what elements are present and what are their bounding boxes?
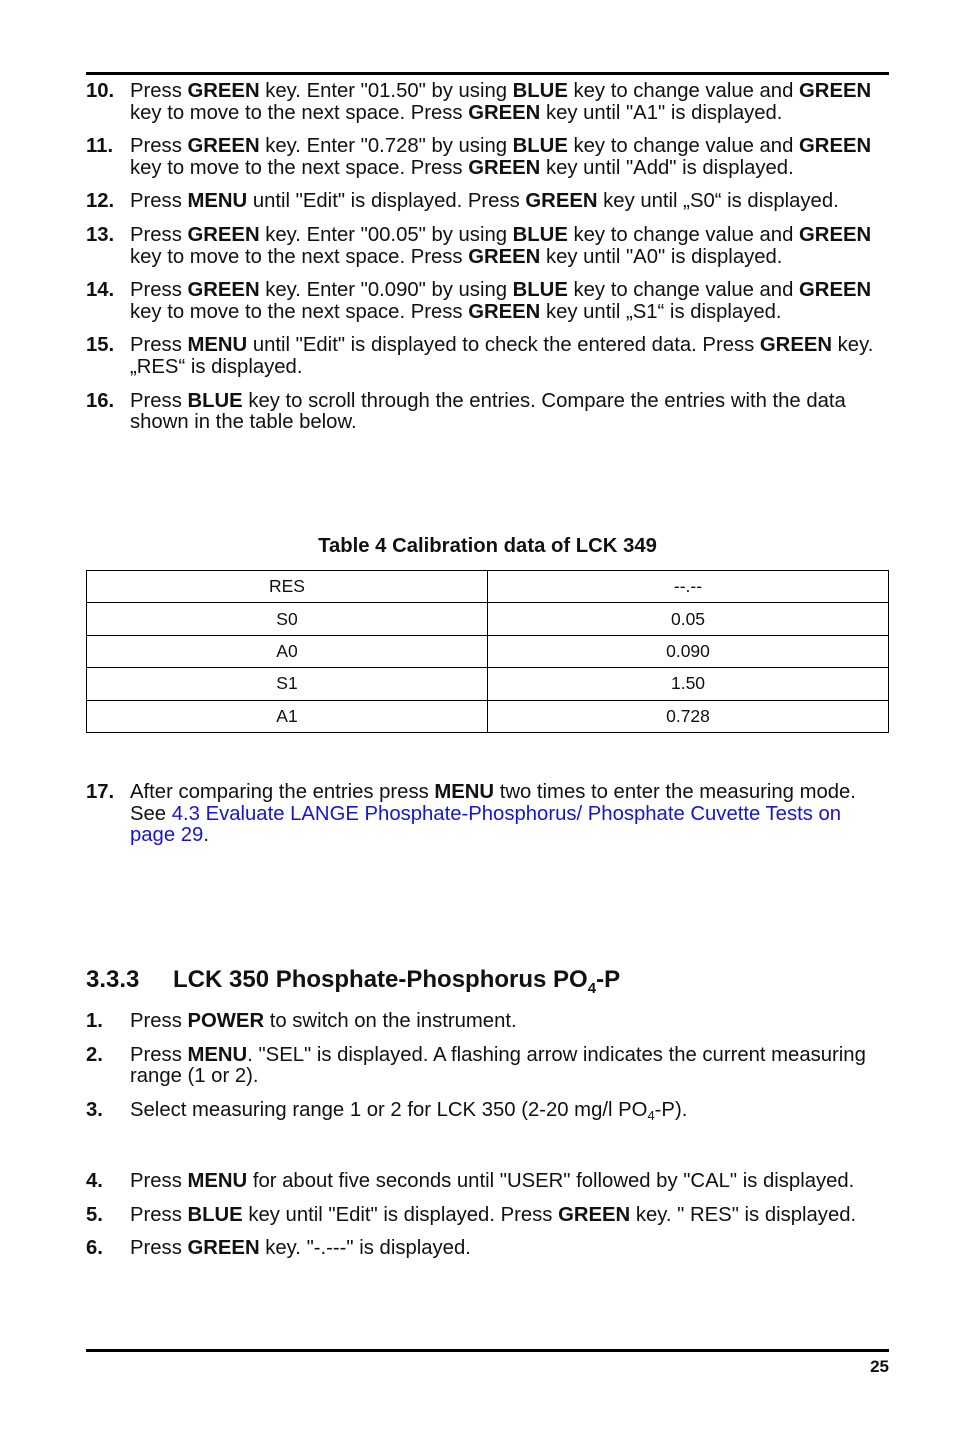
key-name: GREEN bbox=[468, 156, 541, 179]
table-cell: 0.090 bbox=[488, 635, 889, 667]
step-number: 1. bbox=[86, 1010, 103, 1032]
step-text: Press BLUE key until "Edit" is displayed. Press GREEN key. " RES" is displayed. bbox=[130, 1203, 857, 1226]
key-name: BLUE bbox=[512, 80, 568, 102]
step-number: 5. bbox=[86, 1203, 103, 1226]
step-number: 2. bbox=[86, 1043, 103, 1066]
key-name: BLUE bbox=[187, 1203, 243, 1226]
step-text: After comparing the entries press MENU two times to enter the measuring mode. See 4.3 Evaluate LANGE Phosphate-Phosphorus/ Phosphate Cuvette Tests on page 29. bbox=[130, 781, 856, 847]
page-number: 25 bbox=[870, 1357, 889, 1376]
step-text: Press MENU until "Edit" is displayed to check the entered data. Press GREEN key. „RES“ is displayed. bbox=[130, 334, 874, 378]
step-number: 12. bbox=[86, 190, 115, 213]
key-name: GREEN bbox=[799, 279, 872, 302]
step-text: Press GREEN key. Enter "00.05" by using BLUE key to change value and GREEN key to move to the next space. Press GREEN key until "A0" is displayed. bbox=[130, 223, 872, 268]
table-row bbox=[87, 635, 889, 667]
key-name: GREEN bbox=[799, 80, 872, 102]
bottom-rule bbox=[86, 1349, 889, 1352]
calibration-table bbox=[86, 570, 889, 733]
table-cell: S1 bbox=[87, 668, 488, 700]
step-text: Press POWER to switch on the instrument. bbox=[130, 1010, 517, 1032]
list-item bbox=[86, 191, 890, 213]
section-heading bbox=[86, 965, 620, 995]
step-text: Press GREEN key. Enter "0.728" by using BLUE key to change value and GREEN key to move to the next space. Press GREEN key until "Add" is displayed. bbox=[130, 135, 872, 179]
list-item bbox=[86, 81, 890, 124]
list-item bbox=[86, 225, 890, 268]
table-row bbox=[87, 571, 889, 603]
key-name: GREEN bbox=[799, 223, 872, 246]
table-cell: 0.05 bbox=[488, 603, 889, 635]
key-name: MENU bbox=[434, 781, 495, 803]
key-name: BLUE bbox=[512, 135, 568, 158]
step-number: 6. bbox=[86, 1237, 103, 1260]
step-text: Press MENU until "Edit" is displayed. Press GREEN key until „S0“ is displayed. bbox=[130, 190, 839, 213]
key-name: GREEN bbox=[558, 1203, 631, 1226]
list-item bbox=[86, 1238, 890, 1260]
table-cell: A0 bbox=[87, 635, 488, 667]
key-name: BLUE bbox=[187, 389, 243, 412]
list-item bbox=[86, 280, 890, 323]
table-row bbox=[87, 700, 889, 732]
key-name: MENU bbox=[187, 1043, 248, 1066]
key-name: MENU bbox=[187, 190, 248, 213]
table-row bbox=[87, 668, 889, 700]
step-text: Press MENU. "SEL" is displayed. A flashing arrow indicates the current measuring range (1 or 2). bbox=[130, 1043, 866, 1088]
step-list bbox=[86, 1011, 890, 1133]
table-caption: Table 4 Calibration data of LCK 349 bbox=[318, 535, 657, 557]
key-name: GREEN bbox=[468, 300, 541, 323]
table-cell: RES bbox=[87, 571, 488, 603]
list-item bbox=[86, 1100, 890, 1122]
step-number: 14. bbox=[86, 279, 115, 302]
list-item bbox=[86, 1171, 890, 1193]
step-number: 3. bbox=[86, 1098, 103, 1121]
key-name: GREEN bbox=[525, 190, 598, 213]
top-rule bbox=[86, 72, 889, 75]
key-name: MENU bbox=[187, 1170, 248, 1192]
step-number: 15. bbox=[86, 334, 115, 357]
list-item bbox=[86, 1205, 890, 1227]
key-name: MENU bbox=[187, 334, 248, 357]
list-item bbox=[86, 391, 890, 434]
section-title: LCK 350 Phosphate-Phosphorus $PO_4-P$ bbox=[173, 966, 621, 997]
key-name: GREEN bbox=[187, 279, 260, 302]
step-number: 17. bbox=[86, 781, 115, 803]
step-text: Press BLUE key to scroll through the entries. Compare the entries with the data shown in the table below. bbox=[130, 389, 846, 434]
table-row bbox=[87, 603, 889, 635]
step-number: 11. bbox=[86, 135, 114, 158]
key-name: GREEN bbox=[799, 135, 872, 158]
list-item bbox=[86, 782, 890, 847]
key-name: GREEN bbox=[759, 334, 833, 357]
list-item bbox=[86, 1045, 890, 1088]
step-list bbox=[86, 782, 890, 859]
key-name: GREEN bbox=[468, 101, 541, 124]
table-cell: A1 bbox=[87, 700, 488, 732]
subscript: 4 bbox=[647, 1107, 655, 1123]
table-cell: S0 bbox=[87, 603, 488, 635]
list-item bbox=[86, 335, 890, 378]
key-name: POWER bbox=[187, 1010, 265, 1032]
step-text: Press GREEN key. "-.---" is displayed. bbox=[130, 1237, 471, 1260]
step-list bbox=[86, 1171, 890, 1272]
key-name: GREEN bbox=[187, 223, 260, 246]
table-cell: 0.728 bbox=[488, 700, 889, 732]
table-cell: 1.50 bbox=[488, 668, 889, 700]
step-number: 10. bbox=[86, 80, 115, 102]
step-text: Select measuring range 1 or 2 for LCK 350 (2-20 mg/l $PO_4-P$). bbox=[130, 1098, 688, 1123]
step-number: 16. bbox=[86, 389, 115, 412]
key-name: GREEN bbox=[468, 245, 541, 268]
list-item bbox=[86, 136, 890, 179]
key-name: BLUE bbox=[512, 279, 568, 302]
list-item bbox=[86, 1011, 890, 1033]
cross-reference-link[interactable]: 4.3 Evaluate LANGE Phosphate-Phosphorus/ Phosphate Cuvette Tests on page 29 bbox=[130, 802, 842, 847]
section-number: 3.3.3 bbox=[86, 966, 140, 993]
step-text: Press GREEN key. Enter "01.50" by using BLUE key to change value and GREEN key to move to the next space. Press GREEN key until "A1" is displayed. bbox=[130, 80, 872, 124]
table-cell: --.-- bbox=[488, 571, 889, 603]
step-number: 13. bbox=[86, 223, 115, 246]
step-text: Press MENU for about five seconds until "USER" followed by "CAL" is displayed. bbox=[130, 1170, 855, 1192]
key-name: GREEN bbox=[187, 1237, 260, 1260]
step-text: Press GREEN key. Enter "0.090" by using BLUE key to change value and GREEN key to move to the next space. Press GREEN key until „S1“ is displayed. bbox=[130, 279, 872, 323]
key-name: GREEN bbox=[187, 135, 260, 158]
step-list bbox=[86, 81, 890, 446]
step-number: 4. bbox=[86, 1170, 103, 1192]
key-name: GREEN bbox=[187, 80, 260, 102]
key-name: BLUE bbox=[512, 223, 568, 246]
